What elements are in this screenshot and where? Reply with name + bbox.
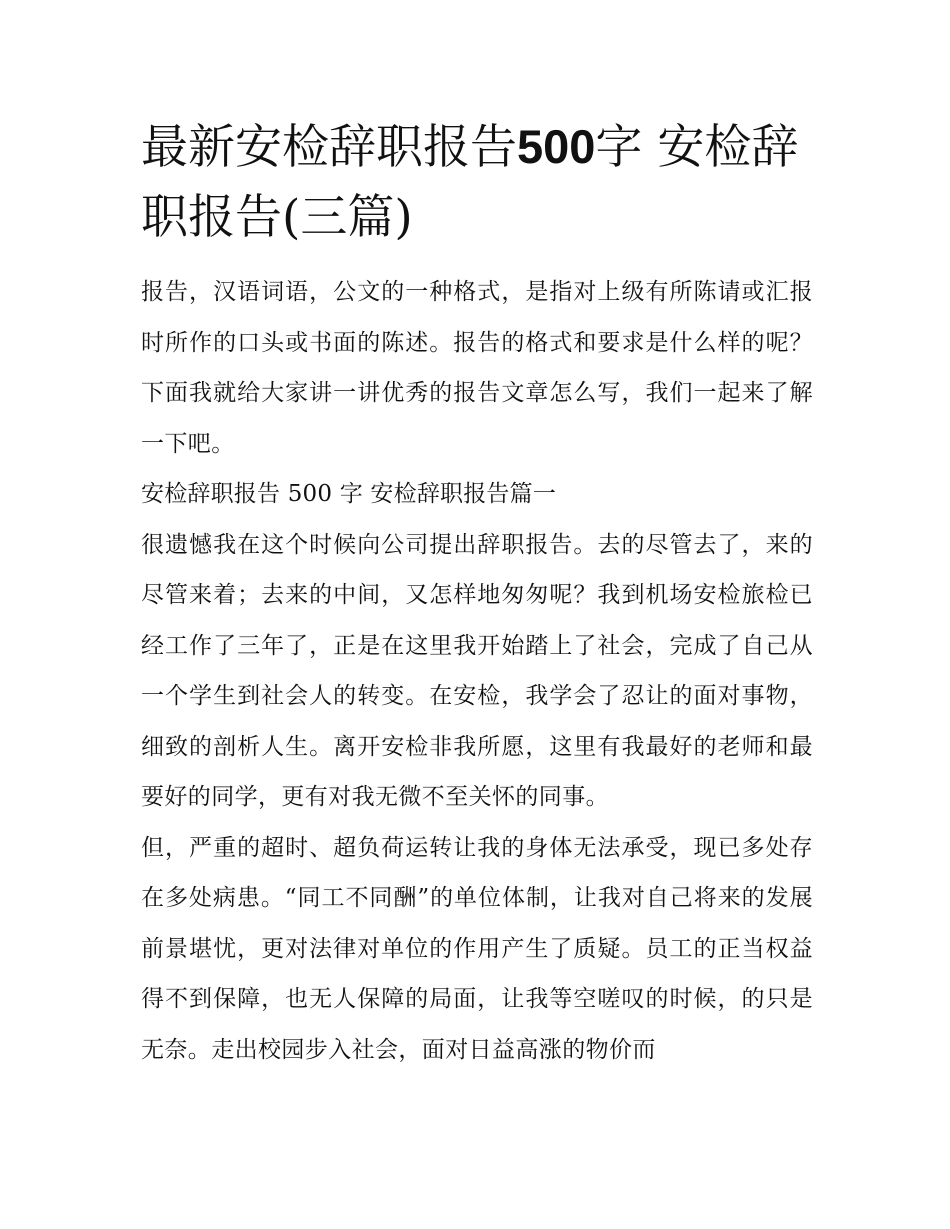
body-paragraph-2: 但，严重的超时、超负荷运转让我的身体无法承受，现已多处存在多处病患。“同工不同酬”的单位体制，让我对自己将来的发展前景堪忧，更对法律对单位的作用产生了质疑。员工的正当权益得不到保障，也无人保障的局面，让我等空嗟叹的时候，的只是无奈。走出校园步入社会，面对日益高涨的物价而: [141, 834, 813, 1063]
intro-paragraph: 报告，汉语词语，公文的一种格式，是指对上级有所陈请或汇报时所作的口头或书面的陈述。报告的格式和要求是什么样的呢？下面我就给大家讲一讲优秀的报告文章怎么写，我们一起来了解一下吧。: [141, 279, 813, 457]
title-text-part1: 最新安检辞职报告: [141, 120, 517, 175]
title-text-part2: 字 安检辞职报告(三篇): [141, 120, 799, 245]
document-title: [141, 112, 813, 253]
document-body: [141, 267, 813, 1075]
body-paragraph-1: 很遗憾我在这个时候向公司提出辞职报告。去的尽管去了，来的尽管来着；去来的中间，又怎样地匆匆呢？我到机场安检旅检已经工作了三年了，正是在这里我开始踏上了社会，完成了自己从一个学生到社会人的转变。在安检，我学会了忍让的面对事物，细致的剖析人生。离开安检非我所愿，这里有我最好的老师和最要好的同学，更有对我无微不至关怀的同事。: [141, 531, 813, 810]
document-content: [141, 112, 813, 1075]
section-heading: 安检辞职报告 500 字 安检辞职报告篇一: [141, 481, 557, 507]
title-number: 500: [517, 120, 596, 173]
